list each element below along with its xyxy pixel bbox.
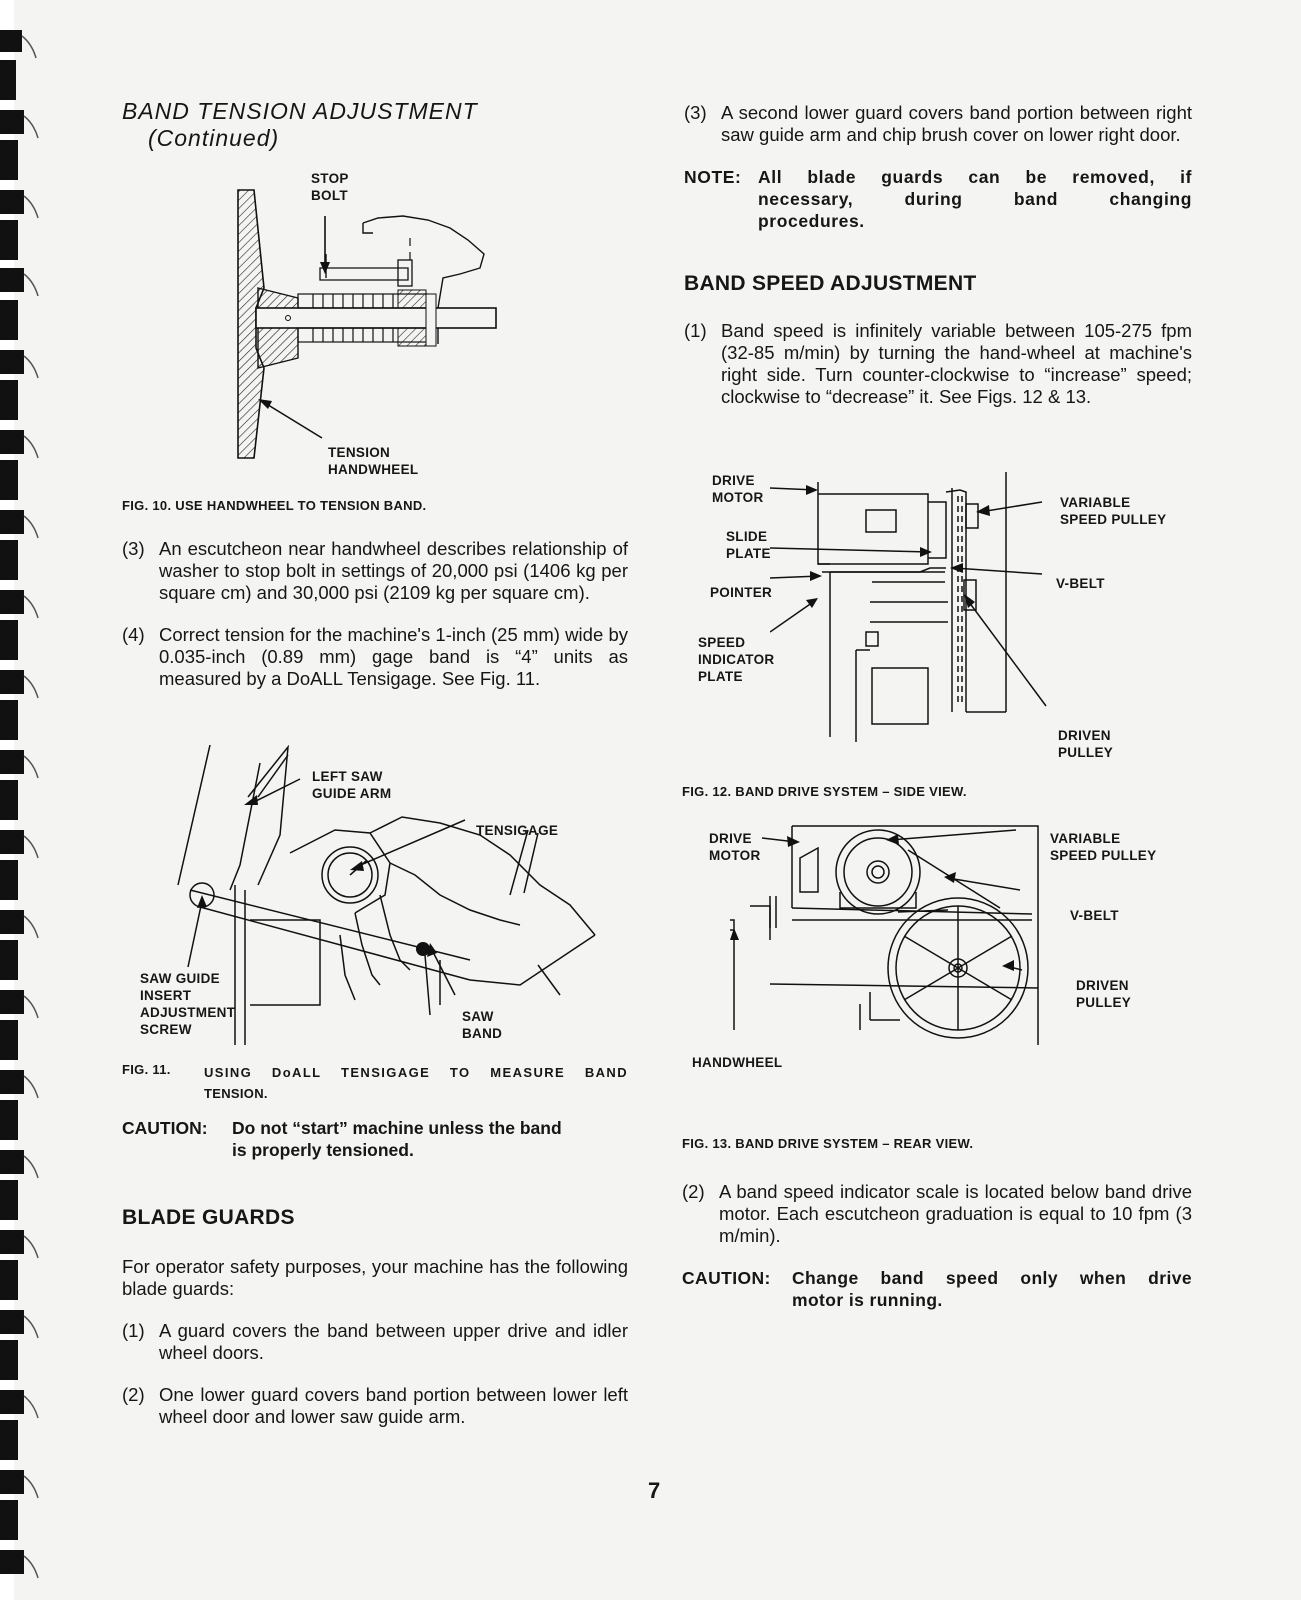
note-line2: necessary, during band changing: [758, 189, 1192, 209]
label-left-saw-guide-arm: LEFT SAW GUIDE ARM: [312, 769, 392, 801]
caution-line1: Change band speed only when drive: [792, 1268, 1192, 1288]
note-line3: procedures.: [758, 211, 865, 231]
fig11-caption-line1: USING DoALL TENSIGAGE TO MEASURE BAND: [204, 1065, 628, 1080]
fig13-caption: FIG. 13. BAND DRIVE SYSTEM – REAR VIEW.: [682, 1136, 974, 1151]
note-line1: All blade guards can be removed, if: [758, 167, 1192, 187]
fig11-caption: [122, 1062, 628, 1104]
fig11-caption-line2: TENSION.: [204, 1086, 268, 1101]
blade-guards-section: [122, 1206, 628, 1428]
note-label: NOTE:: [684, 167, 742, 187]
blade-guards-heading: BLADE GUARDS: [122, 1206, 295, 1229]
page-number: 7: [648, 1478, 661, 1503]
band-speed-item-2: [682, 1181, 1192, 1247]
fig13-label-variable-speed-pulley: VARIABLE SPEED PULLEY: [1050, 831, 1157, 863]
fig12-label-driven-pulley: DRIVEN PULLEY: [1058, 728, 1114, 760]
fig13-label-v-belt: V-BELT: [1070, 908, 1119, 923]
item-number: (3): [684, 102, 707, 123]
caution-line2: motor is running.: [792, 1290, 943, 1310]
fig12-label-drive-motor: DRIVE MOTOR: [712, 473, 764, 505]
label-tension-handwheel: TENSION HANDWHEEL: [328, 445, 419, 477]
item-number: (2): [122, 1384, 145, 1405]
item-number: (1): [122, 1320, 145, 1341]
fig12-side-view-diagram: [770, 472, 1060, 742]
item-4-correct-tension: [122, 624, 628, 690]
label-tensigage: TENSIGAGE: [476, 823, 559, 838]
item-text: A second lower guard covers band portion between right saw guide arm and chip brush cover on lower right door.: [721, 102, 1192, 145]
fig10-caption: FIG. 10. USE HANDWHEEL TO TENSION BAND.: [122, 498, 427, 513]
band-speed-heading: BAND SPEED ADJUSTMENT: [684, 272, 977, 295]
fig12-label-pointer: POINTER: [710, 585, 773, 600]
item-text: One lower guard covers band portion between lower left wheel door and lower saw guide arm.: [159, 1384, 628, 1427]
blade-guard-item-1: [122, 1320, 628, 1364]
fig12-label-slide-plate: SLIDE PLATE: [726, 529, 771, 561]
blade-guards-intro: For operator safety purposes, your machine has the following blade guards:: [122, 1256, 628, 1299]
item-3-escutcheon: [122, 538, 628, 604]
item-number: (4): [122, 624, 145, 645]
label-saw-band: SAW BAND: [462, 1009, 503, 1041]
item-number: (2): [682, 1181, 705, 1202]
fig13-label-driven-pulley: DRIVEN PULLEY: [1076, 978, 1132, 1010]
blade-guard-item-3: [684, 102, 1192, 146]
label-stop-bolt: STOP BOLT: [311, 171, 349, 203]
fig10-tension-handwheel-diagram: [228, 168, 508, 478]
fig11-caption-number: FIG. 11.: [122, 1062, 171, 1077]
fig13-rear-view-diagram: [730, 820, 1060, 1065]
item-number: (3): [122, 538, 145, 559]
item-text: A band speed indicator scale is located below band drive motor. Each escutcheon graduation is equal to 10 fpm (3 m/min).: [719, 1181, 1192, 1246]
band-speed-item-1: [684, 320, 1192, 408]
section-title: BAND TENSION ADJUSTMENT: [122, 98, 478, 124]
item-text: Correct tension for the machine's 1-inch (25 mm) wide by 0.035-inch (0.89 mm) gage band is “4” units as measured by a DoALL Tensigage. See Fig. 11.: [159, 624, 628, 689]
note-blade-guards: [684, 166, 1192, 232]
fig12-caption: FIG. 12. BAND DRIVE SYSTEM – SIDE VIEW.: [682, 784, 967, 799]
fig12-label-speed-indicator-plate: SPEED INDICATOR PLATE: [698, 635, 775, 684]
caution-band-speed: [682, 1267, 1192, 1311]
fig13-label-handwheel: HANDWHEEL: [692, 1055, 783, 1070]
left-column: [122, 98, 622, 152]
fig13-label-drive-motor: DRIVE MOTOR: [709, 831, 761, 863]
item-number: (1): [684, 320, 707, 341]
section-subtitle: (Continued): [148, 125, 280, 151]
left-items: [122, 538, 628, 690]
item-text: A guard covers the band between upper drive and idler wheel doors.: [159, 1320, 628, 1363]
caution-tension: [122, 1117, 628, 1161]
caution-line2: is properly tensioned.: [232, 1140, 414, 1160]
item-text: Band speed is infinitely variable between 105-275 fpm (32-85 m/min) by turning the hand-wheel at machine's right side. Turn counter-clockwise to “increase” speed; clockwise to “decrease” it. See Figs. 12 & 13.: [721, 320, 1192, 407]
label-saw-guide-insert-screw: SAW GUIDE INSERT ADJUSTMENT SCREW: [140, 971, 236, 1037]
right-column-top: [684, 102, 1192, 408]
spiral-binding: [0, 0, 42, 1600]
item-text: An escutcheon near handwheel describes relationship of washer to stop bolt in settings of 20,000 psi (1406 kg per square cm) and 30,000 psi (2109 kg per square cm).: [159, 538, 628, 603]
fig12-label-variable-speed-pulley: VARIABLE SPEED PULLEY: [1060, 495, 1167, 527]
caution-label: CAUTION:: [122, 1118, 208, 1138]
blade-guard-item-2: [122, 1384, 628, 1428]
caution-line1: Do not “start” machine unless the band: [232, 1118, 562, 1138]
right-column-bottom: [682, 1181, 1192, 1311]
caution-label: CAUTION:: [682, 1268, 771, 1288]
fig12-label-v-belt: V-BELT: [1056, 576, 1105, 591]
